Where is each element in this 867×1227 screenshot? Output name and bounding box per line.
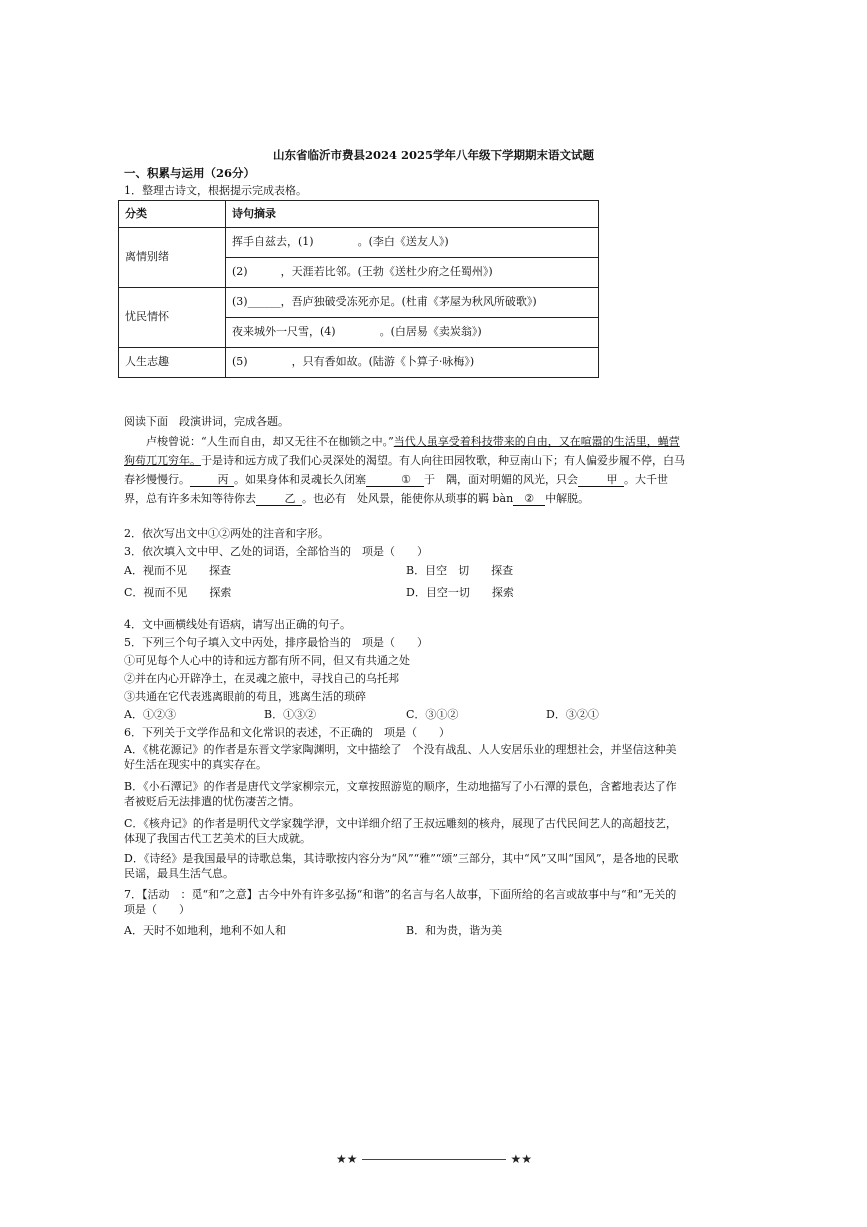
table-category-life: 人生志趣 <box>119 348 226 378</box>
passage-text-end: 中解脱。 <box>545 492 590 505</box>
table-row-4: 夜来城外一尺雪，(4) 。(白居易《卖炭翁》) <box>226 318 599 348</box>
question-4: 4．文中画横线处有语病，请写出正确的句子。 <box>124 618 351 631</box>
passage-text-after-jia: 。大千世界，总有许多未知等待你去 <box>124 473 668 505</box>
section-heading: 一、积累与运用（26分） <box>124 166 256 180</box>
passage-text-after-bing: 。如果身体和灵魂长久闭塞 <box>234 473 366 486</box>
question-3: 3．依次填入文中甲、乙处的词语，全部恰当的 项是（ ） <box>124 545 428 558</box>
table-category-people: 忧民情怀 <box>119 288 226 348</box>
star-icon: ★★ <box>336 1152 358 1166</box>
question-6-option-c: C．《核舟记》的作者是明代文学家魏学洢，文中详细介绍了王叔远雕刻的核舟，展现了古代民间艺人的高超技艺，体现了我国古代工艺美术的巨大成就。 <box>124 817 677 845</box>
table-header-poem: 诗句摘录 <box>226 201 599 228</box>
question-3-option-a: A．视而不见 探查 <box>124 564 231 577</box>
question-6-option-b: B．《小石潭记》的作者是唐代文学家柳宗元，文章按照游览的顺序，生动地描写了小石潭的景色，含蓄地表达了作者被贬后无法排遣的忧伤凄苦之情。 <box>124 780 677 808</box>
passage-paragraph <box>124 432 686 508</box>
question-5-option-b: B．①③② <box>264 708 317 721</box>
blank-yi: 乙 <box>256 492 302 506</box>
passage-text-mid: 于是诗和远方成了我们心灵深处的渴望。有人向往田园牧歌，种豆南山下；有人偏爱步履不停，白马春衫慢慢行。 <box>124 454 685 486</box>
question-1: 1．整理古诗文，根据提示完成表格。 <box>124 184 307 197</box>
blank-1: ① <box>366 473 424 487</box>
passage-intro: 阅读下面 段演讲词，完成各题。 <box>124 415 289 428</box>
passage-text-start: 卢梭曾说：“人生而自由，却又无往不在枷锁之中。” <box>146 435 394 448</box>
blank-bing: 丙 <box>190 473 234 487</box>
question-6-option-d: D．《诗经》是我国最早的诗歌总集，其诗歌按内容分为“风”“雅”“颂”三部分，其中“风”又叫“国风”，是各地的民歌民谣，最具生活气息。 <box>124 852 679 880</box>
question-7-option-a: A．天时不如地利，地利不如人和 <box>124 924 286 937</box>
exam-title: 山东省临沂市费县2024 2025学年八年级下学期期末语文试题 <box>272 148 594 162</box>
question-3-option-d: D．目空一切 探索 <box>406 586 514 599</box>
poem-table <box>118 200 599 378</box>
page-footer-ornament <box>336 1151 532 1167</box>
table-row-3: (3)______，吾庐独破受冻死亦足。(杜甫《茅屋为秋风所破歌》) <box>226 288 599 318</box>
table-row-5: (5) ，只有香如故。(陆游《卜算子·咏梅》) <box>226 348 599 378</box>
blank-jia: 甲 <box>578 473 624 487</box>
question-5-option-c: C．③①② <box>406 708 459 721</box>
question-7: 7．【活动 ：觅“和”之意】古今中外有许多弘扬“和谐”的名言与名人故事，下面所给的名言或故事中与“和”无关的 项是（ ） <box>124 888 688 916</box>
table-row-1: 挥手自兹去，(1) 。(李白《送友人》) <box>226 228 599 258</box>
question-2: 2．依次写出文中①②两处的注音和字形。 <box>124 527 329 540</box>
table-header-category: 分类 <box>119 201 226 228</box>
question-6-option-a: A．《桃花源记》的作者是东晋文学家陶渊明，文中描绘了 个没有战乱、人人安居乐业的理想社会，并坚信这种美好生活在现实中的真实存在。 <box>124 743 677 771</box>
question-5: 5．下列三个句子填入文中丙处，排序最恰当的 项是（ ） <box>124 636 428 649</box>
passage-text-after-yi: 。也必有 处风景，能使你从琐事的羁 bàn <box>302 492 514 505</box>
blank-2: ② <box>513 492 545 506</box>
footer-rule <box>362 1159 506 1160</box>
table-row-2: (2) ，天涯若比邻。(王勃《送杜少府之任蜀州》) <box>226 258 599 288</box>
question-5-sentence-1: ①可见每个人心中的诗和远方都有所不同，但又有共通之处 <box>124 654 410 667</box>
question-5-sentence-2: ②并在内心开辟净土，在灵魂之旅中，寻找自己的乌托邦 <box>124 672 399 685</box>
question-3-option-b: B．目空 切 探查 <box>406 564 514 577</box>
star-icon: ★★ <box>510 1152 532 1166</box>
passage-text-after-1: 于 隅，面对明媚的风光，只会 <box>424 473 578 486</box>
question-3-option-c: C．视而不见 探索 <box>124 586 232 599</box>
table-category-parting: 离情别绪 <box>119 228 226 288</box>
question-5-option-a: A．①②③ <box>124 708 176 721</box>
passage-underlined-sentence: 当代人虽享受着科技带来的自由，又在喧嚣的生活里，蝇营狗苟兀兀穷年。 <box>124 435 680 467</box>
question-5-option-d: D．③②① <box>546 708 599 721</box>
question-5-sentence-3: ③共通在它代表逃离眼前的苟且，逃离生活的琐碎 <box>124 690 366 703</box>
question-7-option-b: B．和为贵，谐为美 <box>406 924 503 937</box>
question-6: 6．下列关于文学作品和文化常识的表述，不正确的 项是（ ） <box>124 726 450 739</box>
